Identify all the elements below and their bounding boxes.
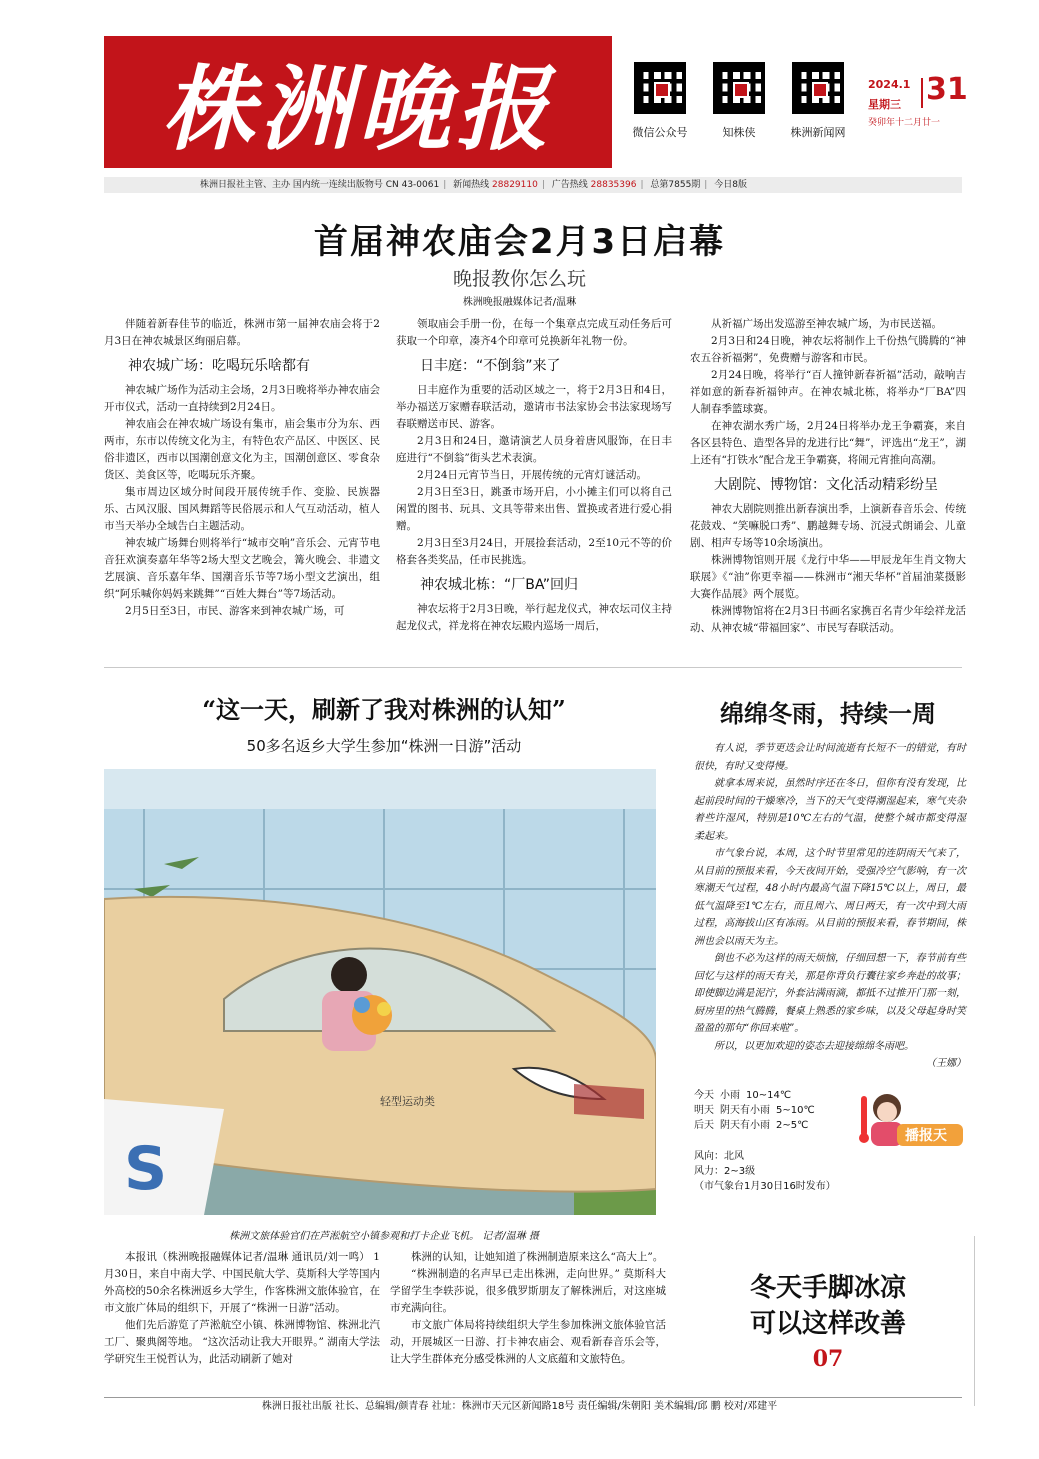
date-divider xyxy=(921,78,923,108)
promo-headline[interactable] xyxy=(690,1270,966,1342)
forecast-day: 今天 xyxy=(694,1090,714,1101)
paragraph: 本报讯（株洲晚报融媒体记者/温琳 通讯员/刘一鸣） 1月30日，来自中南大学、中国民航大学、莫斯科大学等国内外高校的50余名株洲返乡大学生，作客株洲文旅体验官，在市文旅广体局的组织下，开展了“株洲一日游”活动。 xyxy=(104,1251,380,1314)
forecast-temp: 10~14℃ xyxy=(746,1090,792,1101)
paragraph: 市文旅广体局将持续组织大学生参加株洲文旅体验官活动，开展城区一日游、打卡神农庙会、观看新春音乐会等，让大学生群体充分感受株洲的人文底蕴和文旅特色。 xyxy=(390,1319,666,1365)
page-count: 今日8版 xyxy=(714,180,747,190)
photo-caption: 株洲文旅体验官们在芦淞航空小镇参观和打卡企业飞机。 记者/温琳 摄 xyxy=(229,1231,539,1242)
paragraph: 株洲博物馆则开展《龙行中华——甲辰龙年生肖文物大联展》《“油”你更幸福——株洲市“湘天华杯”首届油菜摄影大赛作品展》两个展览。 xyxy=(690,554,966,600)
paragraph: 从祈福广场出发巡游至神农城广场，为市民送福。 xyxy=(711,318,942,330)
section-heading: 日丰庭：“不倒翁”来了 xyxy=(420,358,561,374)
paragraph: 株洲的认知，让她知道了株洲制造原来这么“高大上”。 xyxy=(411,1251,664,1263)
qr-zhizhuxia[interactable] xyxy=(706,62,772,140)
qr-wechat[interactable] xyxy=(627,62,693,140)
paragraph: 在神农湖水秀广场，2月24日将举办龙王争霸赛，来自各区县特色、造型各异的龙进行比“舞”，评选出“龙王”，湖上还有“打铁水”配合龙王争霸赛，将闹元宵推向高潮。 xyxy=(690,420,966,466)
date-year-month: 2024.1 xyxy=(868,78,911,91)
forecast-desc: 小雨 xyxy=(720,1090,740,1101)
weather-presenter-icon xyxy=(857,1086,965,1152)
footer-divider xyxy=(104,1397,962,1398)
publisher-info: 株洲日报社主管、主办 国内统一连续出版物号 CN 43-0061 xyxy=(200,180,440,190)
feature-column-1 xyxy=(104,1249,380,1368)
feature-column-2 xyxy=(390,1249,666,1368)
paragraph: 市气象台说，本周，这个时节里常见的连阴雨天气来了，从目前的预报来看，今天夜间开始，受强冷空气影响，有一次寒潮天气过程，48小时内最高气温下降15℃以上，周日，最低气温降至1℃左右，而且周六、周日两天，有一次中到大雨过程，高海拔山区有冻雨。从目前的预报来看，春节期间，株洲也会以雨天为主。 xyxy=(694,848,966,947)
section-heading: 神农城北栋：“厂BA”回归 xyxy=(420,577,578,593)
promo-line-1: 冬天手脚冰凉 xyxy=(749,1273,906,1303)
feature-headline: “这一天，刷新了我对株洲的认知” xyxy=(202,695,566,724)
forecast-desc: 阴天有小雨 xyxy=(720,1105,770,1116)
date-weekday: 星期三 xyxy=(868,98,901,111)
paragraph: 2月3日至3日，跳蚤市场开启，小小摊主们可以将自己闲置的图书、玩具、文具等带来出售、置换或者进行爱心捐赠。 xyxy=(396,486,672,532)
forecast-row xyxy=(694,1088,815,1103)
weather-badge-text: 播报天 xyxy=(905,1128,947,1144)
lead-subhead: 晚报教你怎么玩 xyxy=(452,268,586,290)
paragraph: 株洲博物馆将在2月3日书画名家携百名青少年绘祥龙活动、从神农城“带福回家”、市民写春联活动。 xyxy=(690,605,966,634)
forecast-day: 明天 xyxy=(694,1105,714,1116)
paragraph: 有人说，季节更迭会让时间流逝有长短不一的错觉，有时很快，有时又变得慢。 xyxy=(694,743,966,772)
news-hotline-label: 新闻热线 xyxy=(453,180,490,190)
svg-text:S: S xyxy=(124,1134,168,1204)
paragraph: 所以，以更加欢迎的姿态去迎接绵绵冬雨吧。 xyxy=(714,1040,914,1052)
qr-code-icon xyxy=(792,62,844,114)
column-divider xyxy=(974,1236,975,1406)
forecast-issued: （市气象台1月30日16时发布） xyxy=(694,1181,836,1192)
paragraph: “株洲制造的名声早已走出株洲，走向世界。” 莫斯科大学留学生李轶莎说，很多俄罗斯朋友了解株洲后，对这座城市充满向往。 xyxy=(390,1268,666,1314)
plane-label: 轻型运动类 xyxy=(380,1095,435,1108)
paragraph: 就拿本周来说，虽然时序还在冬日，但你有没有发现，比起前段时间的干燥寒冷，当下的天气变得潮湿起来，寒气夹杂着些许湿风，特别是10℃左右的气温，使整个城市都变得湿柔起来。 xyxy=(694,778,966,842)
feature-photo xyxy=(104,769,656,1215)
section-heading: 神农城广场：吃喝玩乐啥都有 xyxy=(128,358,310,374)
date-lunar: 癸卯年十二月廿一 xyxy=(868,118,941,128)
ad-hotline: 28835396 xyxy=(590,180,637,190)
masthead xyxy=(104,36,612,168)
weather-author: （王娜） xyxy=(926,1058,966,1069)
forecast-row xyxy=(694,1103,815,1118)
news-hotline: 28829110 xyxy=(492,180,538,190)
qr-code-icon xyxy=(713,62,765,114)
ad-hotline-label: 广告热线 xyxy=(551,180,588,190)
paragraph: 倒也不必为这样的雨天烦恼，仔细回想一下，春节前有些回忆与这样的雨天有关，那是你背负行囊往家乡奔赴的故事；即使脚边满是泥泞，外套沾满雨滴，都抵不过推开门那一刻，厨房里的热气腾腾，餐桌上熟悉的家乡味，以及父母起身时笑盈盈的那句“你回来啦”。 xyxy=(694,953,966,1034)
footer-credits: 株洲日报社出版 社长、总编辑/颜青春 社址：株洲市天元区新闻路18号 责任编辑/朱朝阳 美术编辑/邱 鹏 校对/邓建平 xyxy=(261,1401,778,1412)
qr-code-icon xyxy=(634,62,686,114)
lead-column-3 xyxy=(690,316,966,637)
hangar-plane-illustration xyxy=(104,769,656,1215)
paragraph: 2月5日至3日，市民、游客来到神农城广场，可 xyxy=(125,605,345,617)
promo-line-2: 可以这样改善 xyxy=(749,1309,906,1339)
paragraph: 2月24日晚，将举行“百人撞钟新春祈福”活动，敲响吉祥如意的新春祈福钟声。在神农城北栋，将举办“厂BA”四人制春季篮球赛。 xyxy=(690,369,966,415)
paragraph: 神农城广场舞台则将举行“城市交响”音乐会、元宵节电音狂欢演奏嘉年华等2场大型文艺晚会，篝火晚会、非遗文艺展演、音乐嘉年华、国潮音乐节等7场小型文艺演出，组织“阿乐喊你妈妈来跳舞”“百姓大舞台”等7场活动。 xyxy=(104,537,380,600)
paragraph: 领取庙会手册一份，在每一个集章点完成互动任务后可获取一个印章，凑齐4个印章可兑换新年礼物一份。 xyxy=(396,318,672,347)
forecast-table xyxy=(694,1088,815,1133)
weather-article xyxy=(694,740,966,1073)
issue-number: 总第7855期 xyxy=(650,180,701,190)
paragraph: 他们先后游览了芦淞航空小镇、株洲博物馆、株洲北汽工厂、聚典阁等地。 “这次活动让我大开眼界。” 湖南大学法学研究生王悦哲认为，此活动刷新了她对 xyxy=(104,1319,380,1365)
qr-label: 知株侠 xyxy=(722,126,756,139)
paragraph: 2月3日和24日晚，神农坛将制作上千份热气腾腾的“神农五谷祈福粥”，免费赠与游客和市民。 xyxy=(690,335,966,364)
paragraph: 神农坛将于2月3日晚，举行起龙仪式，神农坛司仪主持起龙仪式，祥龙将在神农坛殿内巡场一周后， xyxy=(396,603,672,632)
info-bar: 株洲日报社主管、主办 国内统一连续出版物号 CN 43-0061 | 新闻热线 28829110 | 广告热线 28835396 | 总第7855期 | 今日8版 xyxy=(104,177,962,193)
wind-direction: 风向：北风 xyxy=(694,1151,744,1162)
forecast-row xyxy=(694,1118,815,1133)
forecast-temp: 5~10℃ xyxy=(776,1105,815,1116)
lead-column-1 xyxy=(104,316,380,620)
date-day: 31 xyxy=(926,72,968,107)
wind-force: 风力：2~3级 xyxy=(694,1166,756,1177)
paragraph: 2月24日元宵节当日，开展传统的元宵灯谜活动。 xyxy=(417,469,648,481)
paragraph: 2月3日至3月24日，开展捡套活动，2至10元不等的价格套各类奖品，任市民挑选。 xyxy=(396,537,672,566)
forecast-desc: 阴天有小雨 xyxy=(720,1120,770,1131)
paragraph: 神农庙会在神农城广场设有集市，庙会集市分为东、西两市，东市以传统文化为主，有特色农产品区、中医区、民俗非遗区，西市以国潮创意文化为主，国潮创意区、零食杂货区、美食区等，吃喝玩乐齐聚。 xyxy=(104,418,380,481)
qr-news-site[interactable] xyxy=(785,62,851,140)
weather-headline: 绵绵冬雨，持续一周 xyxy=(720,699,936,728)
masthead-title: 株洲晚报 xyxy=(161,55,554,163)
feature-subhead: 50多名返乡大学生参加“株洲一日游”活动 xyxy=(246,737,522,755)
lead-headline: 首届神农庙会2月3日启幕 xyxy=(313,222,726,262)
lead-column-2 xyxy=(396,316,672,635)
paragraph: 神农城广场作为活动主会场，2月3日晚将举办神农庙会开市仪式，活动一直持续到2月24日。 xyxy=(104,384,380,413)
paragraph: 2月3日和24日，邀请演艺人员身着唐风服饰，在日丰庭进行“不倒翁”街头艺术表演。 xyxy=(396,435,672,464)
wind-info xyxy=(694,1149,836,1194)
section-divider xyxy=(104,667,962,668)
qr-label: 微信公众号 xyxy=(632,126,688,139)
lead-byline: 株洲晚报融媒体记者/温琳 xyxy=(462,297,577,308)
forecast-temp: 2~5℃ xyxy=(776,1120,809,1131)
paragraph: 伴随着新春佳节的临近，株洲市第一届神农庙会将于2月3日在神农城景区绚丽启幕。 xyxy=(104,318,380,347)
qr-label: 株洲新闻网 xyxy=(790,126,846,139)
section-heading: 大剧院、博物馆：文化活动精彩纷呈 xyxy=(714,477,938,493)
promo-page-number[interactable]: 07 xyxy=(812,1346,844,1372)
forecast-day: 后天 xyxy=(694,1120,714,1131)
paragraph: 神农大剧院则推出新春演出季，上演新春音乐会、传统花鼓戏、“笑嘛脱口秀”、鹏越舞专场、沉浸式朗诵会、儿童剧、相声专场等10余场演出。 xyxy=(690,503,966,549)
paragraph: 集市周边区域分时间段开展传统手作、变脸、民族器乐、古风汉服、国风舞蹈等民俗展示和人气互动活动，植人市当天举办全域告白主题活动。 xyxy=(104,486,380,532)
paragraph: 日丰庭作为重要的活动区域之一，将于2月3日和4日，举办福送万家赠春联活动，邀请市书法家协会书法家现场写春联赠送市民、游客。 xyxy=(396,384,672,430)
